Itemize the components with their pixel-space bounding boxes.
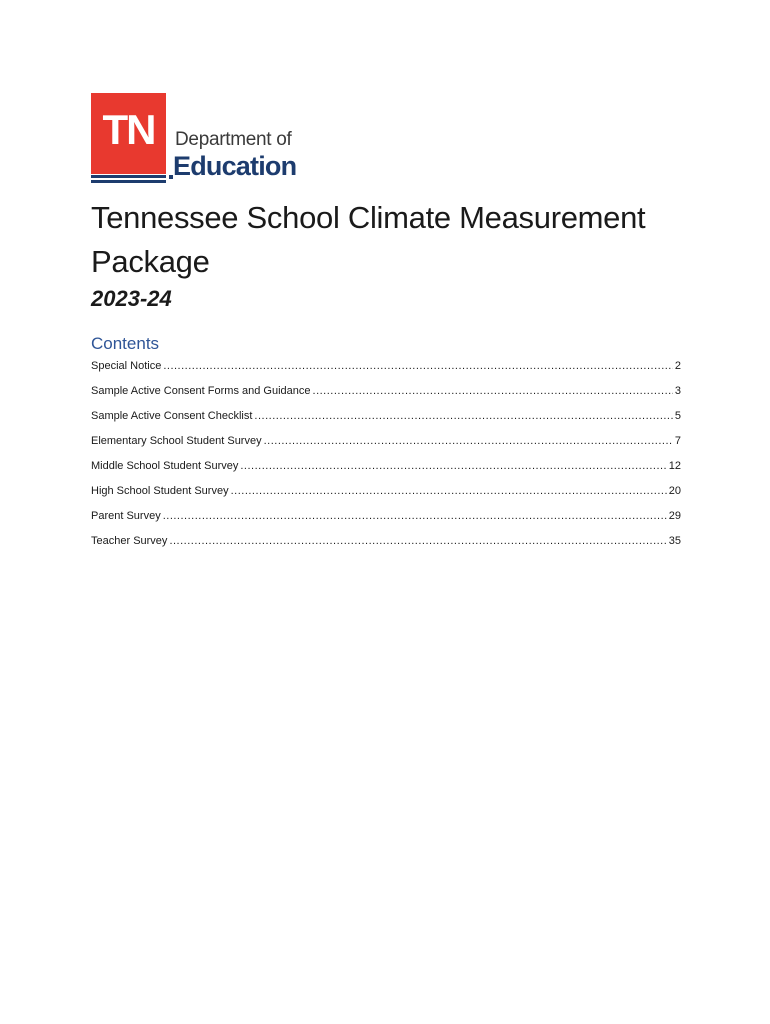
toc-entry-title: Elementary School Student Survey	[91, 435, 262, 447]
toc-entry-page: 29	[668, 510, 681, 522]
toc-entry-title: Sample Active Consent Forms and Guidance	[91, 385, 311, 397]
logo-red-box	[91, 93, 166, 174]
contents-heading: Contents	[91, 334, 160, 353]
toc-dot-leader	[254, 406, 672, 426]
toc-entry-title: Middle School Student Survey	[91, 460, 239, 472]
toc-dot-leader	[163, 356, 673, 376]
toc-entry-page: 35	[668, 535, 681, 547]
toc-entry-page: 3	[674, 385, 681, 397]
toc-entry-title: Sample Active Consent Checklist	[91, 410, 253, 422]
table-of-contents	[91, 356, 681, 556]
toc-dot-leader	[240, 456, 666, 476]
toc-entry-page: 2	[674, 360, 681, 372]
toc-entry[interactable]	[91, 431, 681, 456]
tn-education-logo	[91, 93, 307, 183]
toc-entry-page: 12	[668, 460, 681, 472]
toc-entry[interactable]	[91, 481, 681, 506]
toc-entry-title: Parent Survey	[91, 510, 161, 522]
logo-department-text: Department of	[175, 129, 292, 150]
toc-entry-title: High School Student Survey	[91, 485, 229, 497]
toc-dot-leader	[231, 481, 667, 501]
toc-entry[interactable]	[91, 456, 681, 481]
toc-dot-leader	[169, 531, 666, 551]
document-title: Tennessee School Climate Measurement Package	[91, 200, 646, 279]
toc-dot-leader	[313, 381, 673, 401]
toc-entry[interactable]	[91, 381, 681, 406]
logo-navy-bar	[91, 180, 166, 183]
toc-entry-page: 7	[674, 435, 681, 447]
toc-entry-title: Special Notice	[91, 360, 162, 372]
toc-entry-title: Teacher Survey	[91, 535, 168, 547]
toc-entry[interactable]	[91, 406, 681, 431]
logo-navy-bar	[91, 175, 166, 178]
toc-entry[interactable]	[91, 506, 681, 531]
toc-dot-leader	[163, 506, 667, 526]
logo-tn-mark: TN	[102, 106, 155, 153]
document-year: 2023-24	[91, 286, 172, 311]
toc-entry[interactable]	[91, 356, 681, 381]
toc-entry-page: 5	[674, 410, 681, 422]
toc-dot-leader	[264, 431, 673, 451]
toc-entry[interactable]	[91, 531, 681, 556]
toc-entry-page: 20	[668, 485, 681, 497]
logo-education-text: Education	[173, 151, 297, 181]
